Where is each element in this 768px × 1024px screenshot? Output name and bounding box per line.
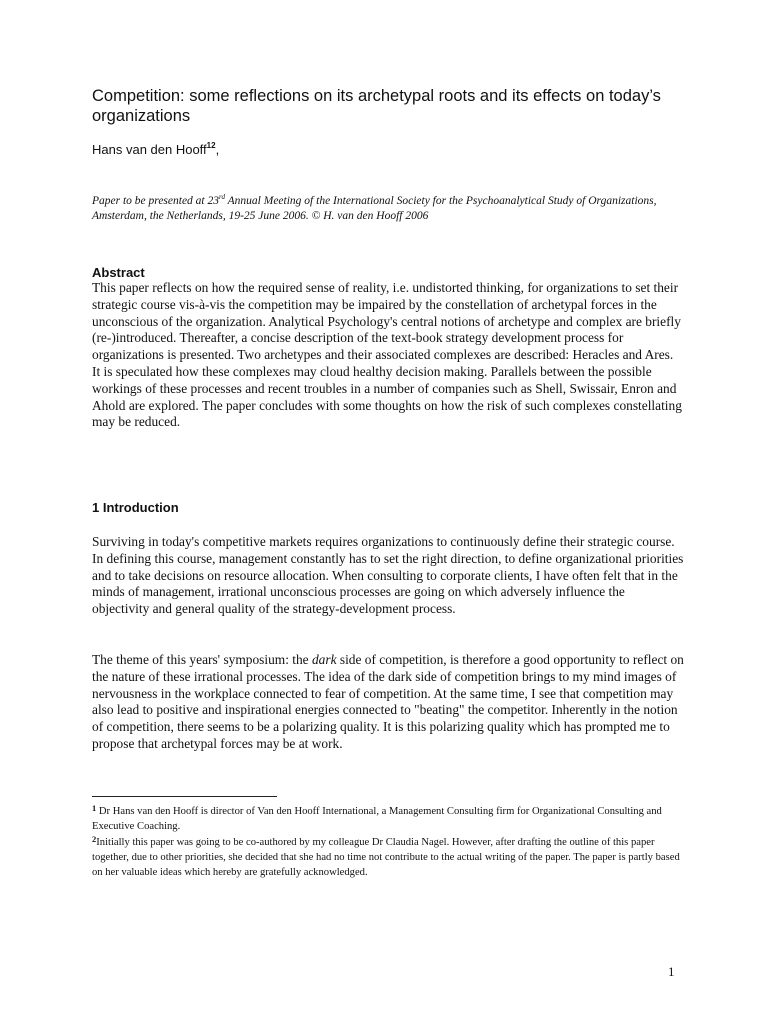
presentation-note-sup: rd (219, 193, 225, 201)
author-name: Hans van den Hooff (92, 142, 207, 157)
intro-paragraph-1: Surviving in today's competitive markets requires organizations to continuously define their strategic course. In defining this course, management constantly has to set the right direction, to define organizational priorities and to take decisions on resource allocation. When consulting to corporate clients, I have often felt that in the minds of management, irrational unconscious processes are going on which adversely influence the objectivity and general quality of the strategy-development process. (92, 534, 684, 617)
abstract-heading: Abstract (92, 265, 145, 280)
intro-paragraph-2 (92, 652, 684, 753)
footnote-1-text: Dr Hans van den Hooff is director of Van den Hooff International, a Management Consulting firm for Organizational Consulting and Executive Coaching. (92, 806, 662, 832)
intro-paragraph-2-pre: The theme of this years' symposium: the (92, 652, 312, 667)
footnote-1-mark: 1 (92, 803, 97, 813)
paper-title: Competition: some reflections on its archetypal roots and its effects on today’s organizations (92, 87, 661, 125)
presentation-note-post: Annual Meeting of the International Society for the Psychoanalytical Study of Organizations, Amsterdam, the Netherlands, 19-25 June 2006. © H. van den Hooff 2006 (92, 194, 657, 222)
abstract-text: This paper reflects on how the required sense of reality, i.e. undistorted thinking, for organizations to set their strategic course vis-à-vis the competition may be impaired by the constellation of archetypal forces in the unconscious of the organization. Analytical Psychology's central notions of archetype and complex are briefly (re-)introduced. Thereafter, a concise description of the text-book strategy development process for organizations is presented. Two archetypes and their associated complexes are described: Heracles and Ares. It is speculated how these complexes may cloud healthy decision making. Parallels between the possible workings of these processes and recent troubles in a number of companies such as Shell, Swissair, Enron and Ahold are explored. The paper concludes with some thoughts on how the risk of such complexes constellating may be reduced. (92, 280, 682, 430)
footnote-2-text: Initially this paper was going to be co-authored by my colleague Dr Claudia Nagel. However, after drafting the outline of this paper together, due to other priorities, she decided that she had no time not contribute to the actual writing of the paper. The paper is partly based on her valuable ideas which hereby are gratefully acknowledged. (92, 837, 680, 878)
section-heading-introduction: 1 Introduction (92, 500, 179, 515)
intro-paragraph-2-post: side of competition, is therefore a good opportunity to reflect on the nature of these irrational processes. The idea of the dark side of competition brings to my mind images of nervousness in the workplace connected to fear of competition. At the same time, I see that competition may also lead to positive and inspirational energies connected to "beating" the competitor. Inherently in the notion of competition, there seems to be a polarizing quality. It is this polarizing quality which has prompted me to propose that archetypal forces may be at work. (92, 652, 684, 751)
footnote-1 (92, 801, 692, 834)
page-number: 1 (668, 964, 675, 979)
presentation-note (92, 190, 692, 224)
footnote-divider (92, 796, 277, 797)
author-line (92, 141, 219, 157)
footnote-2 (92, 832, 692, 880)
footnote-2-mark: 2 (92, 834, 97, 844)
author-trailing: , (215, 142, 220, 157)
presentation-note-pre: Paper to be presented at 23 (92, 194, 220, 207)
author-footnote-marks[interactable]: 12 (206, 141, 216, 150)
intro-paragraph-2-emphasis: dark (311, 652, 337, 667)
